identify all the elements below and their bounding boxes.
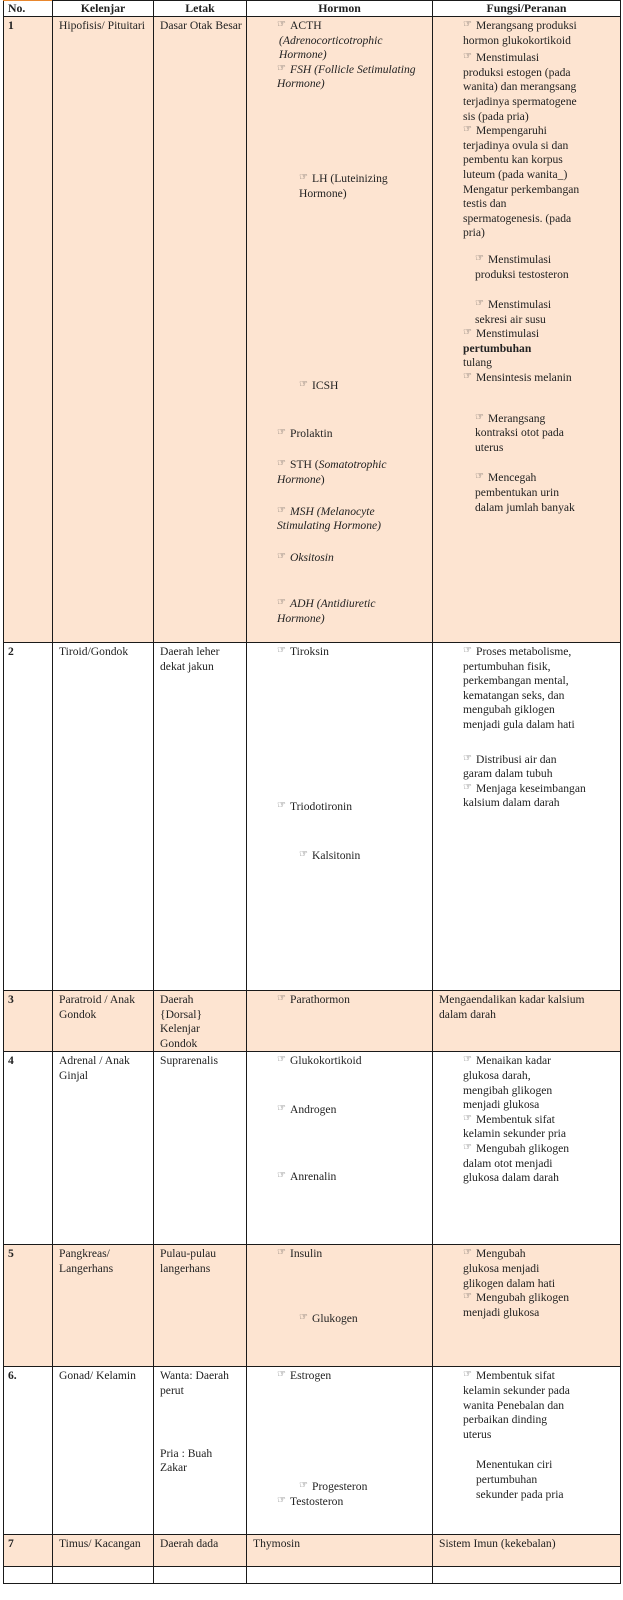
fungsi-text: Merangsang kontraksi otot pada uterus: [475, 411, 564, 454]
fungsi-text: Menstimulasi produksi testosteron: [475, 252, 569, 281]
cell-no: 4: [4, 1052, 53, 1245]
pointing-hand-icon: ☞: [277, 799, 286, 811]
cell-letak: Daerah dada: [154, 1535, 247, 1567]
endocrine-table: [3, 0, 621, 1584]
fungsi-text: Mempengaruhi terjadinya ovula si dan pembentu kan korpus luteum (pada wanita_) Mengatur perkembangan testis dan spermatogenesis. (pada pria): [463, 124, 580, 240]
pointing-hand-icon: ☞: [463, 645, 472, 656]
hormon-text: Glukogen: [312, 1311, 358, 1325]
cell-hormon: [247, 17, 433, 643]
fungsi-text: Mengubah glikogen menjadi glukosa: [463, 1291, 570, 1319]
pointing-hand-icon: ☞: [277, 993, 286, 1004]
cell-kelenjar: Tiroid/Gondok: [53, 643, 154, 991]
hormon-text: Prolaktin: [290, 426, 333, 440]
hormon-subtext: (Adrenocorticotrophic Hormone): [279, 33, 383, 62]
pointing-hand-icon: ☞: [463, 124, 472, 136]
cell-empty: [53, 1567, 154, 1584]
cell-empty: [433, 1567, 621, 1584]
hormon-text: Androgen: [290, 1102, 337, 1116]
header-fungsi: Fungsi/Peranan: [433, 1, 621, 17]
cell-hormon: [247, 1367, 433, 1535]
hormon-text: Progesteron: [312, 1479, 368, 1493]
hormon-text: FSH (Follicle Setimulating Hormone): [277, 62, 416, 91]
pointing-hand-icon: ☞: [277, 1494, 286, 1506]
fungsi-text: Menstimulasi produksi estogen (pada wanita) dan merangsang terjadinya spermatogene sis (pada pria): [463, 51, 577, 123]
cell-kelenjar: Pangkreas/ Langerhans: [53, 1245, 154, 1367]
hormon-text: Glukokortikoid: [290, 1054, 362, 1068]
cell-no: 2: [4, 643, 53, 991]
pointing-hand-icon: ☞: [463, 1054, 472, 1066]
cell-hormon: Thymosin: [247, 1535, 433, 1567]
fungsi-text: Mengubah glukosa menjadi glikogen dalam hati: [463, 1247, 556, 1290]
cell-empty: [4, 1567, 53, 1584]
cell-kelenjar: Hipofisis/ Pituitari: [53, 17, 154, 643]
pointing-hand-icon: ☞: [475, 298, 484, 310]
pointing-hand-icon: ☞: [277, 1369, 286, 1381]
cell-no: 5: [4, 1245, 53, 1367]
hormon-text: STH (: [290, 458, 319, 472]
pointing-hand-icon: ☞: [277, 19, 286, 30]
hormon-text: MSH (Melanocyte Stimulating Hormone): [277, 504, 382, 533]
table-row-empty: [4, 1567, 621, 1584]
pointing-hand-icon: ☞: [463, 752, 472, 764]
table-header-row: [4, 1, 621, 17]
cell-fungsi: Mengaendalikan kadar kalsium dalam darah: [433, 991, 621, 1052]
cell-fungsi: [433, 1367, 621, 1535]
fungsi-text: Menstimulasi sekresi air susu: [475, 298, 552, 326]
pointing-hand-icon: ☞: [299, 849, 308, 861]
fungsi-text: Menaikan kadar glukosa darah, mengibah glikogen menjadi glukosa: [463, 1054, 553, 1112]
pointing-hand-icon: ☞: [475, 411, 484, 423]
hormon-text: Insulin: [290, 1247, 323, 1261]
table-row: [4, 1052, 621, 1245]
pointing-hand-icon: ☞: [475, 252, 484, 264]
fungsi-text: Merangsang produksi hormon glukokortikoid: [463, 19, 577, 47]
cell-fungsi: [433, 1052, 621, 1245]
pointing-hand-icon: ☞: [463, 371, 472, 383]
fungsi-text: Distribusi air dan garam dalam tubuh: [463, 752, 557, 781]
pointing-hand-icon: ☞: [277, 1169, 286, 1181]
fungsi-text: Mensintesis melanin: [476, 371, 572, 385]
pointing-hand-icon: ☞: [463, 19, 472, 30]
hormon-text: Tiroksin: [290, 645, 329, 658]
cell-fungsi: [433, 17, 621, 643]
pointing-hand-icon: ☞: [463, 781, 472, 793]
pointing-hand-icon: ☞: [277, 458, 286, 470]
cell-letak: Daerah leher dekat jakun: [154, 643, 247, 991]
fungsi-bold: pertumbuhan: [463, 341, 532, 355]
cell-kelenjar: Timus/ Kacangan: [53, 1535, 154, 1567]
cell-fungsi: [433, 643, 621, 991]
cell-no: 7: [4, 1535, 53, 1567]
table-row: [4, 1367, 621, 1535]
cell-hormon: [247, 1052, 433, 1245]
pointing-hand-icon: ☞: [463, 1112, 472, 1124]
cell-hormon: [247, 1245, 433, 1367]
pointing-hand-icon: ☞: [277, 1054, 286, 1066]
cell-kelenjar: Gonad/ Kelamin: [53, 1367, 154, 1535]
table-row: [4, 17, 621, 643]
cell-no: 3: [4, 991, 53, 1052]
fungsi-text: Proses metabolisme, pertumbuhan fisik, perkembangan mental, kematangan seks, dan mengubah giklogen menjadi gula dalam hati: [463, 645, 575, 731]
cell-fungsi: [433, 1245, 621, 1367]
hormon-text-end: ): [320, 472, 325, 486]
hormon-text: ICSH: [312, 379, 339, 393]
fungsi-text: Membentuk sifat kelamin sekunder pada wanita Penebalan dan perbaikan dinding uterus: [463, 1369, 570, 1441]
hormon-text: LH (Luteinizing Hormone): [299, 171, 388, 200]
hormon-text: Kalsitonin: [312, 849, 361, 863]
fungsi-text: Menjaga keseimbangan kalsium dalam darah: [463, 781, 586, 810]
pointing-hand-icon: ☞: [463, 1247, 472, 1259]
pointing-hand-icon: ☞: [277, 62, 286, 74]
pointing-hand-icon: ☞: [299, 1311, 308, 1323]
hormon-text: ADH (Antidiuretic Hormone): [277, 597, 376, 625]
pointing-hand-icon: ☞: [277, 645, 286, 656]
fungsi-text: Menstimulasi: [476, 327, 540, 341]
cell-hormon: [247, 643, 433, 991]
pointing-hand-icon: ☞: [277, 1247, 286, 1259]
fungsi-text-end: tulang: [463, 356, 492, 370]
cell-kelenjar: Paratroid / Anak Gondok: [53, 991, 154, 1052]
pointing-hand-icon: ☞: [277, 426, 286, 438]
table-row: [4, 1535, 621, 1567]
pointing-hand-icon: ☞: [463, 327, 472, 339]
header-hormon: Hormon: [247, 1, 433, 17]
pointing-hand-icon: ☞: [277, 550, 286, 562]
pointing-hand-icon: ☞: [299, 171, 308, 183]
hormon-text: Estrogen: [290, 1369, 332, 1383]
table-row: [4, 1245, 621, 1367]
cell-no: 1: [4, 17, 53, 643]
pointing-hand-icon: ☞: [277, 597, 286, 609]
cell-hormon: [247, 991, 433, 1052]
cell-letak: Dasar Otak Besar: [154, 17, 247, 643]
pointing-hand-icon: ☞: [463, 1291, 472, 1303]
header-no: No.: [4, 1, 53, 17]
cell-empty: [247, 1567, 433, 1584]
cell-letak: Suprarenalis: [154, 1052, 247, 1245]
cell-fungsi: Sistem Imun (kekebalan): [433, 1535, 621, 1567]
cell-no: 6.: [4, 1367, 53, 1535]
hormon-text: Testosteron: [290, 1494, 344, 1508]
pointing-hand-icon: ☞: [277, 504, 286, 516]
hormon-text: ACTH: [290, 19, 322, 32]
pointing-hand-icon: ☞: [277, 1102, 286, 1114]
pointing-hand-icon: ☞: [299, 1479, 308, 1491]
cell-letak: [154, 1367, 247, 1535]
hormon-text: Anrenalin: [290, 1169, 337, 1183]
fungsi-text: Mencegah pembentukan urin dalam jumlah banyak: [475, 471, 575, 514]
fungsi-text: Menentukan ciri pertumbuhan sekunder pada pria: [476, 1458, 564, 1501]
fungsi-text: Mengubah glikogen dalam otot menjadi glukosa dalam darah: [463, 1141, 570, 1185]
hormon-text: Parathormon: [290, 993, 350, 1006]
table-row: [4, 991, 621, 1052]
cell-kelenjar: Adrenal / Anak Ginjal: [53, 1052, 154, 1245]
pointing-hand-icon: ☞: [299, 379, 308, 391]
header-kelenjar: Kelenjar: [53, 1, 154, 17]
header-letak: Letak: [154, 1, 247, 17]
letak-pria: Pria : Buah Zakar: [160, 1446, 213, 1475]
hormon-text: Triodotironin: [290, 799, 353, 813]
letak-wanita: Wanta: Daerah perut: [160, 1369, 229, 1397]
pointing-hand-icon: ☞: [463, 51, 472, 63]
cell-letak: Daerah {Dorsal} Kelenjar Gondok: [154, 991, 247, 1052]
pointing-hand-icon: ☞: [463, 1369, 472, 1381]
pointing-hand-icon: ☞: [463, 1141, 472, 1153]
pointing-hand-icon: ☞: [475, 471, 484, 483]
hormon-italic: Somatotrophic Hormone: [277, 458, 387, 486]
table-row: [4, 643, 621, 991]
fungsi-text: Membentuk sifat kelamin sekunder pria: [463, 1112, 567, 1141]
cell-empty: [154, 1567, 247, 1584]
hormon-text: Oksitosin: [290, 550, 334, 564]
cell-letak: Pulau-pulau langerhans: [154, 1245, 247, 1367]
